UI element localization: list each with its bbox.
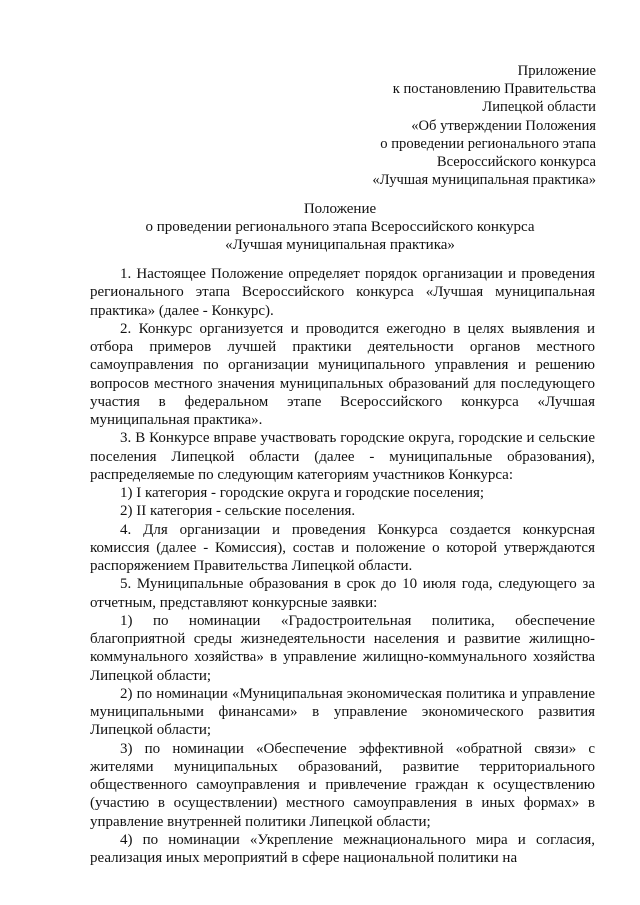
appendix-line: Всероссийского конкурса (436, 154, 596, 171)
title-line: о проведении регионального этапа Всероссийского конкурса (145, 219, 535, 236)
document-body (90, 265, 595, 867)
document-title (40, 200, 640, 255)
paragraph: 5. Муниципальные образования в срок до 10 июля года, следующего за отчетным, представляют конкурсные заявки: (90, 576, 595, 611)
appendix-line: к постановлению Правительства (392, 81, 596, 98)
paragraph: 2) по номинации «Муниципальная экономическая политика и управление муниципальными финансами» в управление экономического развития Липецкой области; (90, 685, 595, 739)
paragraph: 3) по номинации «Обеспечение эффективной «обратной связи» с жителями муниципальных образований, развитие территориального общественного самоуправления и привлечение граждан к осуществлению (участию в осуществлении) местного самоуправления в иных формах» в управление внутренней политики Липецкой области; (90, 740, 595, 830)
appendix-line: «Лучшая муниципальная практика» (372, 172, 596, 189)
appendix-line: «Об утверждении Положения (411, 117, 596, 134)
appendix-line: о проведении регионального этапа (380, 135, 596, 152)
title-line: «Лучшая муниципальная практика» (225, 237, 455, 254)
appendix-line: Липецкой области (482, 99, 596, 116)
paragraph: 4. Для организации и проведения Конкурса создается конкурсная комиссия (далее - Комиссия), состав и положение о которой утверждаются распоряжением Правительства Липецкой области. (90, 521, 595, 574)
appendix-block (296, 62, 596, 189)
paragraph: 2. Конкурс организуется и проводится ежегодно в целях выявления и отбора примеров лучшей практики деятельности органов местного самоуправления по организации муниципального управления и решению вопросов местного значения муниципальных образований для последующего участия в федеральном этапе Всероссийского конкурса «Лучшая муниципальная практика». (90, 320, 595, 428)
paragraph: 1) по номинации «Градостроительная политика, обеспечение благоприятной среды жизнедеятельности населения и развитие жилищно-коммунального хозяйства» в управление жилищно-коммунального хозяйства Липецкой области; (90, 612, 595, 684)
title-line: Положение (303, 201, 377, 217)
paragraph: 2) II категория - сельские поселения. (120, 503, 356, 520)
paragraph: 3. В Конкурсе вправе участвовать городские округа, городские и сельские поселения Липецкой области (далее - муниципальные образования), распределяемые по следующим категориям участников Конкурса: (90, 430, 595, 483)
appendix-line: Приложение (517, 63, 596, 79)
paragraph: 1) I категория - городские округа и городские поселения; (120, 485, 485, 501)
paragraph: 1. Настоящее Положение определяет порядок организации и проведения регионального этапа Всероссийского конкурса «Лучшая муниципальная практика» (далее - Конкурс). (90, 266, 595, 319)
paragraph: 4) по номинации «Укрепление межнационального мира и согласия, реализация иных мероприятий в сфере национальной политики на (90, 831, 595, 866)
